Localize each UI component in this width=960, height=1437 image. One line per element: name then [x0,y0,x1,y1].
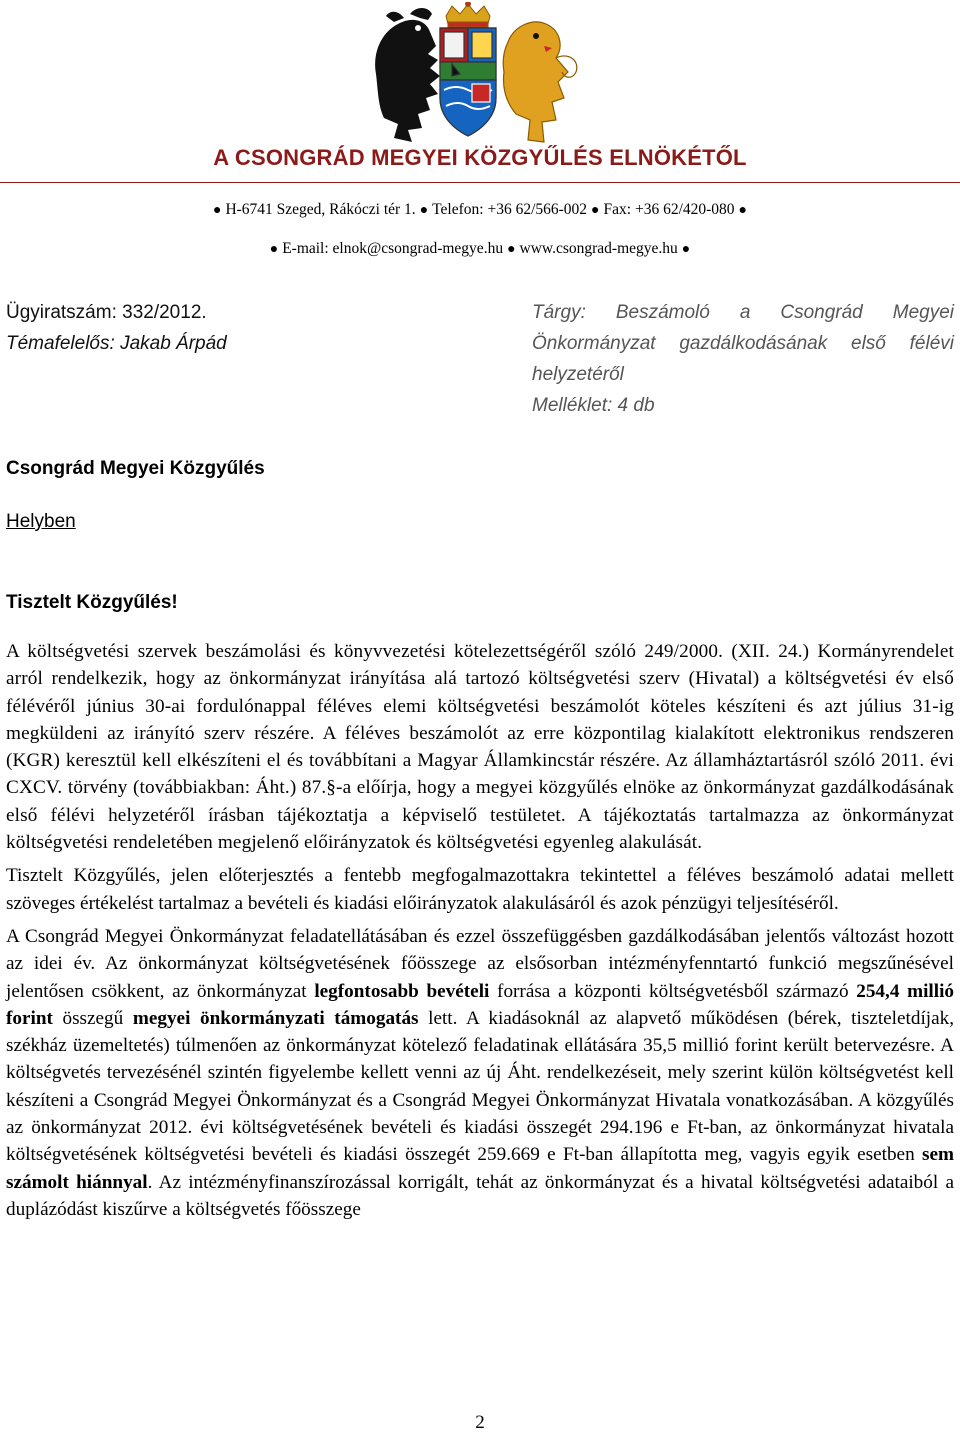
text-segment: A Csongrád Megyei Önkormányzat feladatellátásában és ezzel összefüggésben gazdálkodásában jelentős változást hozott az idei év. Az önkormányzat költségvetésének főösszege az elsősorban intézményfenntartó funkció megszűnésével jelentősen csökkent, az önkormányzat [6,925,954,1002]
paragraph-proposal: Tisztelt Közgyűlés, jelen előterjesztés a fentebb megfogalmazottakra tekintettel a féléves beszámoló adatai mellett szöveges értékelést tartalmaz a bevételi és kiadási előirányzatok alakulásáról és azok pénzügyi teljesítéséről. [6,865,954,914]
file-metadata [6,297,227,359]
bullet-icon: ● [212,203,222,218]
emphasis-text: megyei önkormányzati támogatás [132,1007,419,1029]
paragraph-regulation: A költségvetési szervek beszámolási és könyvvezetési kötelezettségéről szóló 249/2000. (XII. 24.) Kormányrendelet arról rendelkezik, hogy az önkormányzat irányítása alá tartozó költségvetési szerv (Hivatal) a költségvetési év első félévéről június 30-ai fordulónappal féléves elemi költségvetési beszámolót köteles készíteni és azt július 31-ig megküldeni az irányító szerv részére. A féléves beszámolót az erre központilag kialakított elektronikus rendszeren (KGR) keresztül kell elkészíteni el és továbbítani a Magyar Államkincstár részére. Az államháztartásról szóló 2011. évi CXCV. törvény (továbbiakban: Áht.) 87.§-a előírja, hogy a megyei közgyűlés elnöke az önkormányzat gazdálkodásának első félévi helyzetéről írásban tájékoztatja a képviselő testületet. A tájékoztatás tartalmazza az önkormányzat költségvetési rendeletében megjelenő előirányzatok és költségvetési egyenleg alakulását. [6,641,954,854]
emphasis-amount: 254,4 millió forint [6,980,954,1029]
email-address[interactable]: E-mail: elnok@csongrad-megye.hu [282,240,504,257]
emphasis-text: sem számolt hiánnyal [6,1144,954,1193]
officer-name: Jakab Árpád [120,333,227,354]
page-number: 2 [475,1412,485,1433]
paragraph-budget [6,923,954,1223]
recipient-name: Csongrád Megyei Közgyűlés [6,458,265,479]
officer-label: Témafelelős: [6,333,115,354]
text-segment: forrása a központi költségvetésből származó [489,980,857,1002]
emphasis-text: legfontosabb bevételi [314,980,490,1002]
contact-line-2 [0,240,960,258]
bullet-icon: ● [269,242,279,257]
text-segment: . Az intézményfinanszírozással korrigált, tehát az önkormányzat és a hivatal költségvetési adataiból a duplázódást kiszűrve a költségvetés főösszege [6,1171,954,1220]
bullet-icon: ● [681,242,691,257]
postal-address: H-6741 Szeged, Rákóczi tér 1. [225,201,416,218]
subject-block [532,297,954,421]
website-link[interactable]: www.csongrad-megye.hu [519,240,678,257]
bullet-icon: ● [419,203,429,218]
bullet-icon: ● [738,203,748,218]
text-segment: összegű [52,1007,133,1029]
issuer-title: A CSONGRÁD MEGYEI KÖZGYŰLÉS ELNÖKÉTŐL [213,145,747,170]
bullet-icon: ● [507,242,516,257]
header-divider [0,182,960,183]
recipient-location: Helyben [6,511,76,532]
phone-number: Telefon: +36 62/566-002 [432,201,588,218]
county-coat-of-arms [368,2,586,148]
file-number: Ügyiratszám: 332/2012. [6,302,207,323]
responsible-officer [6,328,227,359]
fax-number: Fax: +36 62/420-080 [603,201,735,218]
contact-line-1 [0,201,960,219]
bullet-icon: ● [591,203,600,218]
subject-text: Tárgy: Beszámoló a Csongrád Megyei Önkormányzat gazdálkodásának első félévi helyzetéről [532,302,954,385]
text-segment: lett. A kiadásoknál az alapvető működésen (bérek, tiszteletdíjak, székház üzemeltetés) túlmenően az önkormányzat kötelező feladatinak ellátására 35,5 millió forint került betervezésre. A költségvetés tervezésénél szintén figyelembe kellett venni az új Áht. rendelkezéseit, mely szerint külön költségvetést kell készíteni a Csongrád Megyei Önkormányzat és a Csongrád Megyei Önkormányzat Hivatala vonatkozásában. A közgyűlés az önkormányzat 2012. évi költségvetésének bevételi és kiadási összegét 294.196 e Ft-ban, az önkormányzat hivatala költségvetésének költségvetési bevételi és kiadási összegét 259.669 e Ft-ban állapította meg, vagyis egyik esetben [6,1007,955,1166]
attachments-count: Melléklet: 4 db [532,395,655,416]
salutation: Tisztelt Közgyűlés! [6,592,178,613]
letter-body [6,638,954,1223]
